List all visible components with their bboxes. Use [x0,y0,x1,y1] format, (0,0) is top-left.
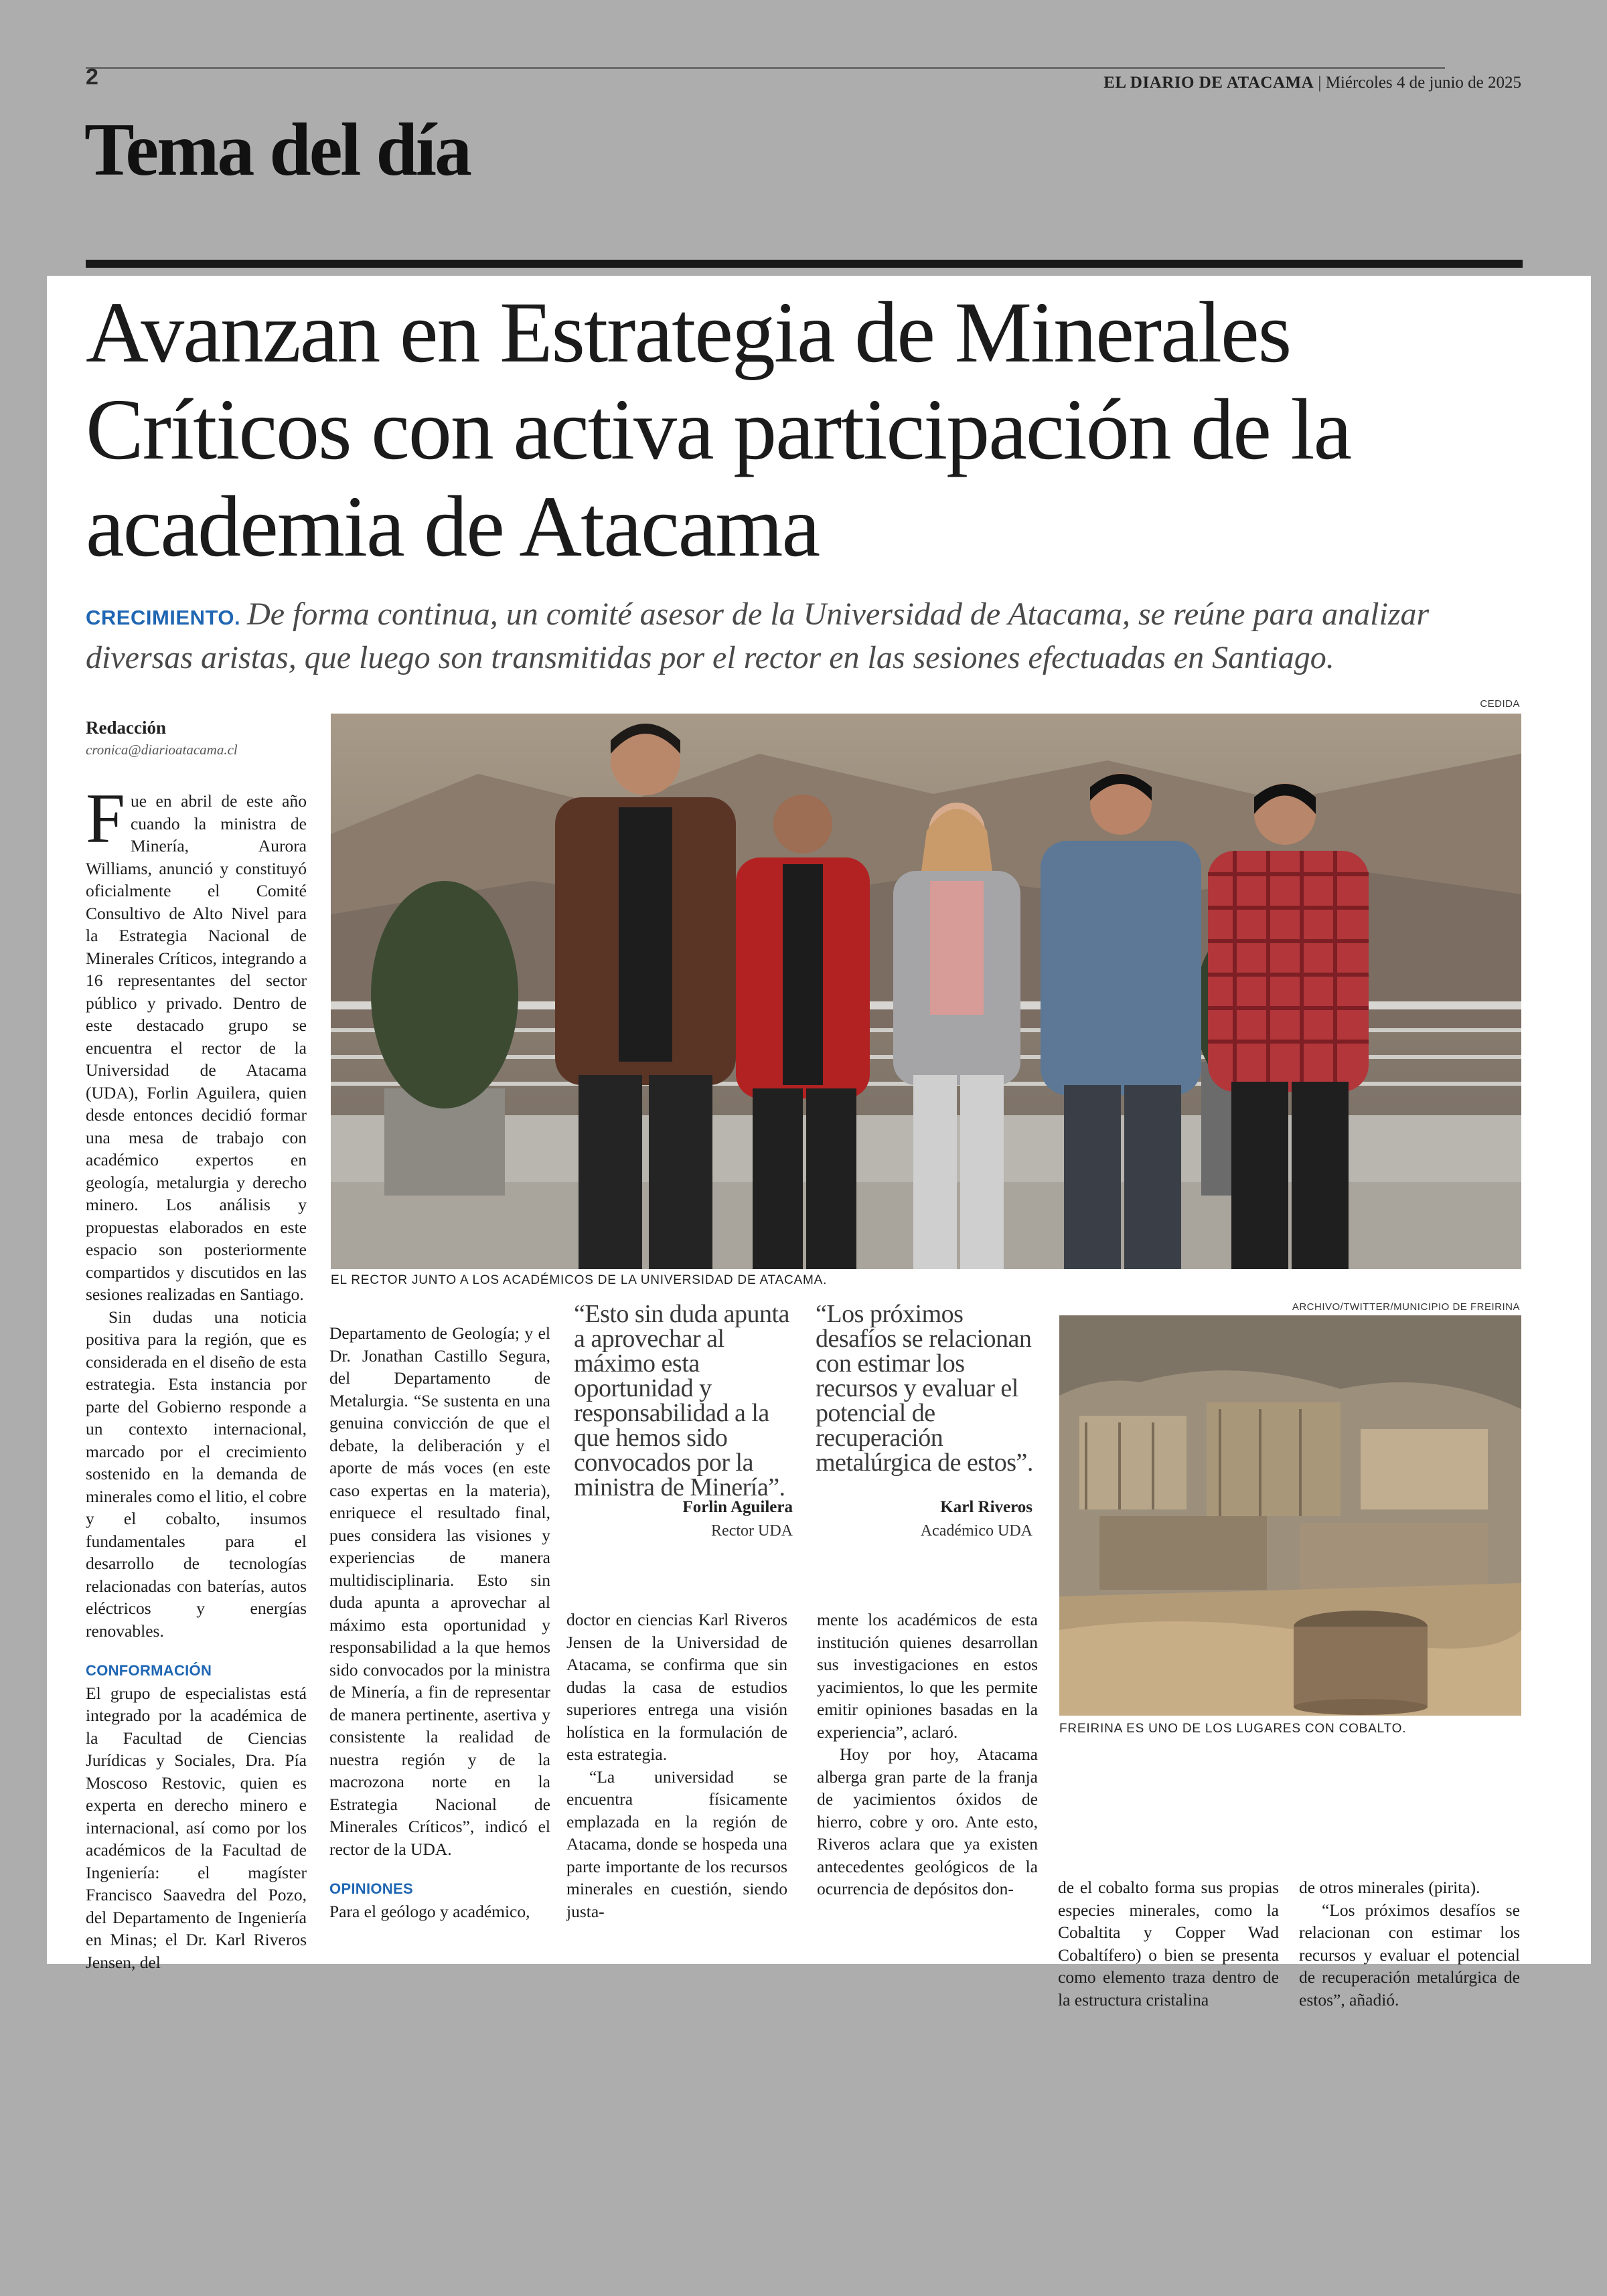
ruins-photo-caption: FREIRINA ES UNO DE LOS LUGARES CON COBALTO. [1059,1722,1407,1736]
paragraph: Sin dudas una noticia positiva para la región, que es considerada en el diseño de esta estrategia. Esta instancia por parte del Gobierno responde a un contexto internacional, marcado por el crecimiento sostenido en la demanda de minerales como el litio, el cobre y el cobalto, insumos fundamentales para el desarrollo de tecnologías relacionadas con baterías, autos eléctricos y energías renovables. [86,1307,307,1641]
photo-credit-2: ARCHIVO/TWITTER/MUNICIPIO DE FREIRINA [1292,1301,1520,1313]
paragraph: Hoy por hoy, Atacama alberga gran parte de la franja de yacimientos óxidos de hierro, cobre y oro. Ante esto, Riveros aclara que ya existen antecedentes geológicos de la ocurrencia de depósitos don- [817,1744,1038,1898]
paragraph: El grupo de especialistas está integrado por la académica de la Facultad de Ciencias Jurídicas y Sociales, Dra. Pía Moscoso Restovic, quien es experta en derecho minero e internacional, así como por los académicos de la Facultad de Ingeniería: el magíster Francisco Saavedra del Pozo, del Departamento de Ingeniería en Minas; el Dr. Karl Riveros Jensen, del [86,1683,307,1972]
deck-kicker: CRECIMIENTO. [86,606,241,629]
paragraph: Departamento de Geología; y el Dr. Jonathan Castillo Segura, del Departamento de Metalurgia. “Se sustenta en una genuina convicción de que el debate, la deliberación y el aporte de más voces (en este caso expertas en la materia), enriquece el resultado final, pues considera las visiones y experiencias de manera multidisciplinaria. Esto sin duda apunta a aprovechar al máximo esta oportunidad y responsabilidad a la que hemos sido convocados por la ministra de Minería, a fin de representar de manera pertinente, asertiva y consistente la realidad de nuestra región y de la macrozona norte en la Estrategia Nacional de Minerales Críticos”, indicó el rector de la UDA. [329,1323,550,1859]
page-number: 2 [86,64,98,90]
group-photo-image [331,714,1521,1269]
subheading-opiniones: OPINIONES [329,1880,413,1897]
dropcap: F [86,779,125,857]
quote-2-role: Académico UDA [920,1522,1032,1540]
deck [86,594,1525,678]
paragraph: de otros minerales (pirita). [1299,1878,1480,1897]
paragraph: mente los académicos de esta institución quienes desarrollan sus investigaciones en estos yacimientos, lo que les permite emitir opiniones basadas en la experiencia”, aclaró. [817,1610,1038,1742]
masthead-separator: | [1318,74,1322,92]
pull-quote-1: “Esto sin duda apunta a aprovechar al máximo esta oportunidad y responsabilidad a la que hemos sido convocados por la ministra de Minería”. [574,1300,789,1501]
ruins-image [1059,1315,1521,1716]
top-rule [86,67,1445,69]
subheading-conformacion: CONFORMACIÓN [86,1662,212,1679]
paragraph [86,779,307,1306]
section-rule [86,260,1523,268]
headline: Avanzan en Estrategia de Minerales Críticos con activa participación de la academia de Atacama [86,284,1351,575]
pull-quote-2: “Los próximos desafíos se relacionan con estimar los recursos y evaluar el potencial de recuperación metalúrgica de estos”. [816,1300,1033,1477]
byline: Redacción [86,718,166,738]
body-column-5 [1058,1876,1279,2011]
ruins-photo [1059,1315,1521,1716]
paragraph: “Los próximos desafíos se relacionan con estimar los recursos y evaluar el potencial de recuperación metalúrgica de estos”, añadió. [1299,1900,1520,2010]
main-photo [331,714,1521,1269]
quote-2-name: Karl Riveros [940,1498,1032,1516]
person-5 [1208,783,1369,1269]
body-column-3 [566,1609,787,1922]
quote-1-role: Rector UDA [711,1522,793,1540]
section-title: Tema del día [84,108,470,191]
paragraph: de el cobalto forma sus propias especies minerales, como la Cobaltita y Copper Wad Cobaltífero) o bien se presenta como elemento traza dentro de la estructura cristalina [1058,1878,1279,2010]
body-column-2 [329,1322,550,1922]
paragraph: Para el geólogo y académico, [329,1901,530,1921]
body-column-1 [86,779,307,1973]
person-2 [736,795,870,1269]
body-column-4 [817,1609,1038,1900]
masthead [1103,74,1521,92]
paragraph: “La universidad se encuentra físicamente emplazada en la región de Atacama, donde se hospeda una parte importante de los recursos minerales en cuestión, siendo justa- [566,1767,787,1921]
main-photo-caption: EL RECTOR JUNTO A LOS ACADÉMICOS DE LA UNIVERSIDAD DE ATACAMA. [331,1273,828,1287]
deck-text: De forma continua, un comité asesor de la Universidad de Atacama, se reúne para analizar diversas aristas, que luego son transmitidas por el rector en las sesiones efectuadas en Santiago. [86,596,1430,675]
byline-email: cronica@diarioatacama.cl [86,742,238,758]
paragraph-text: ue en abril de este año cuando la ministra de Minería, Aurora Williams, anunció y constituyó oficialmente el Comité Consultivo de Alto Nivel para la Estrategia Nacional de Minerales Críticos, integrando a 16 representantes del sector público y privado. Dentro de este destacado grupo se encuentra el rector de la Universidad de Atacama (UDA), Forlin Aguilera, quien desde entonces decidió formar una mesa de trabajo con académico expertos en geología, metalurgia y derecho minero. Los análisis y propuestas elaborados en este espacio son posteriormente compartidos y discutidos en las sesiones realizadas en Santiago. [86,791,307,1304]
body-column-6 [1299,1876,1520,2011]
person-4 [1041,773,1201,1269]
newspaper-name: EL DIARIO DE ATACAMA [1103,74,1314,92]
paragraph: doctor en ciencias Karl Riveros Jensen de la Universidad de Atacama, se confirma que sin dudas la casa de estudios superiores entrega una visión holística en la formulación de esta estrategia. [566,1610,787,1764]
issue-date: Miércoles 4 de junio de 2025 [1325,74,1521,92]
photo-credit: CEDIDA [1480,698,1520,710]
quote-1-name: Forlin Aguilera [682,1498,793,1516]
